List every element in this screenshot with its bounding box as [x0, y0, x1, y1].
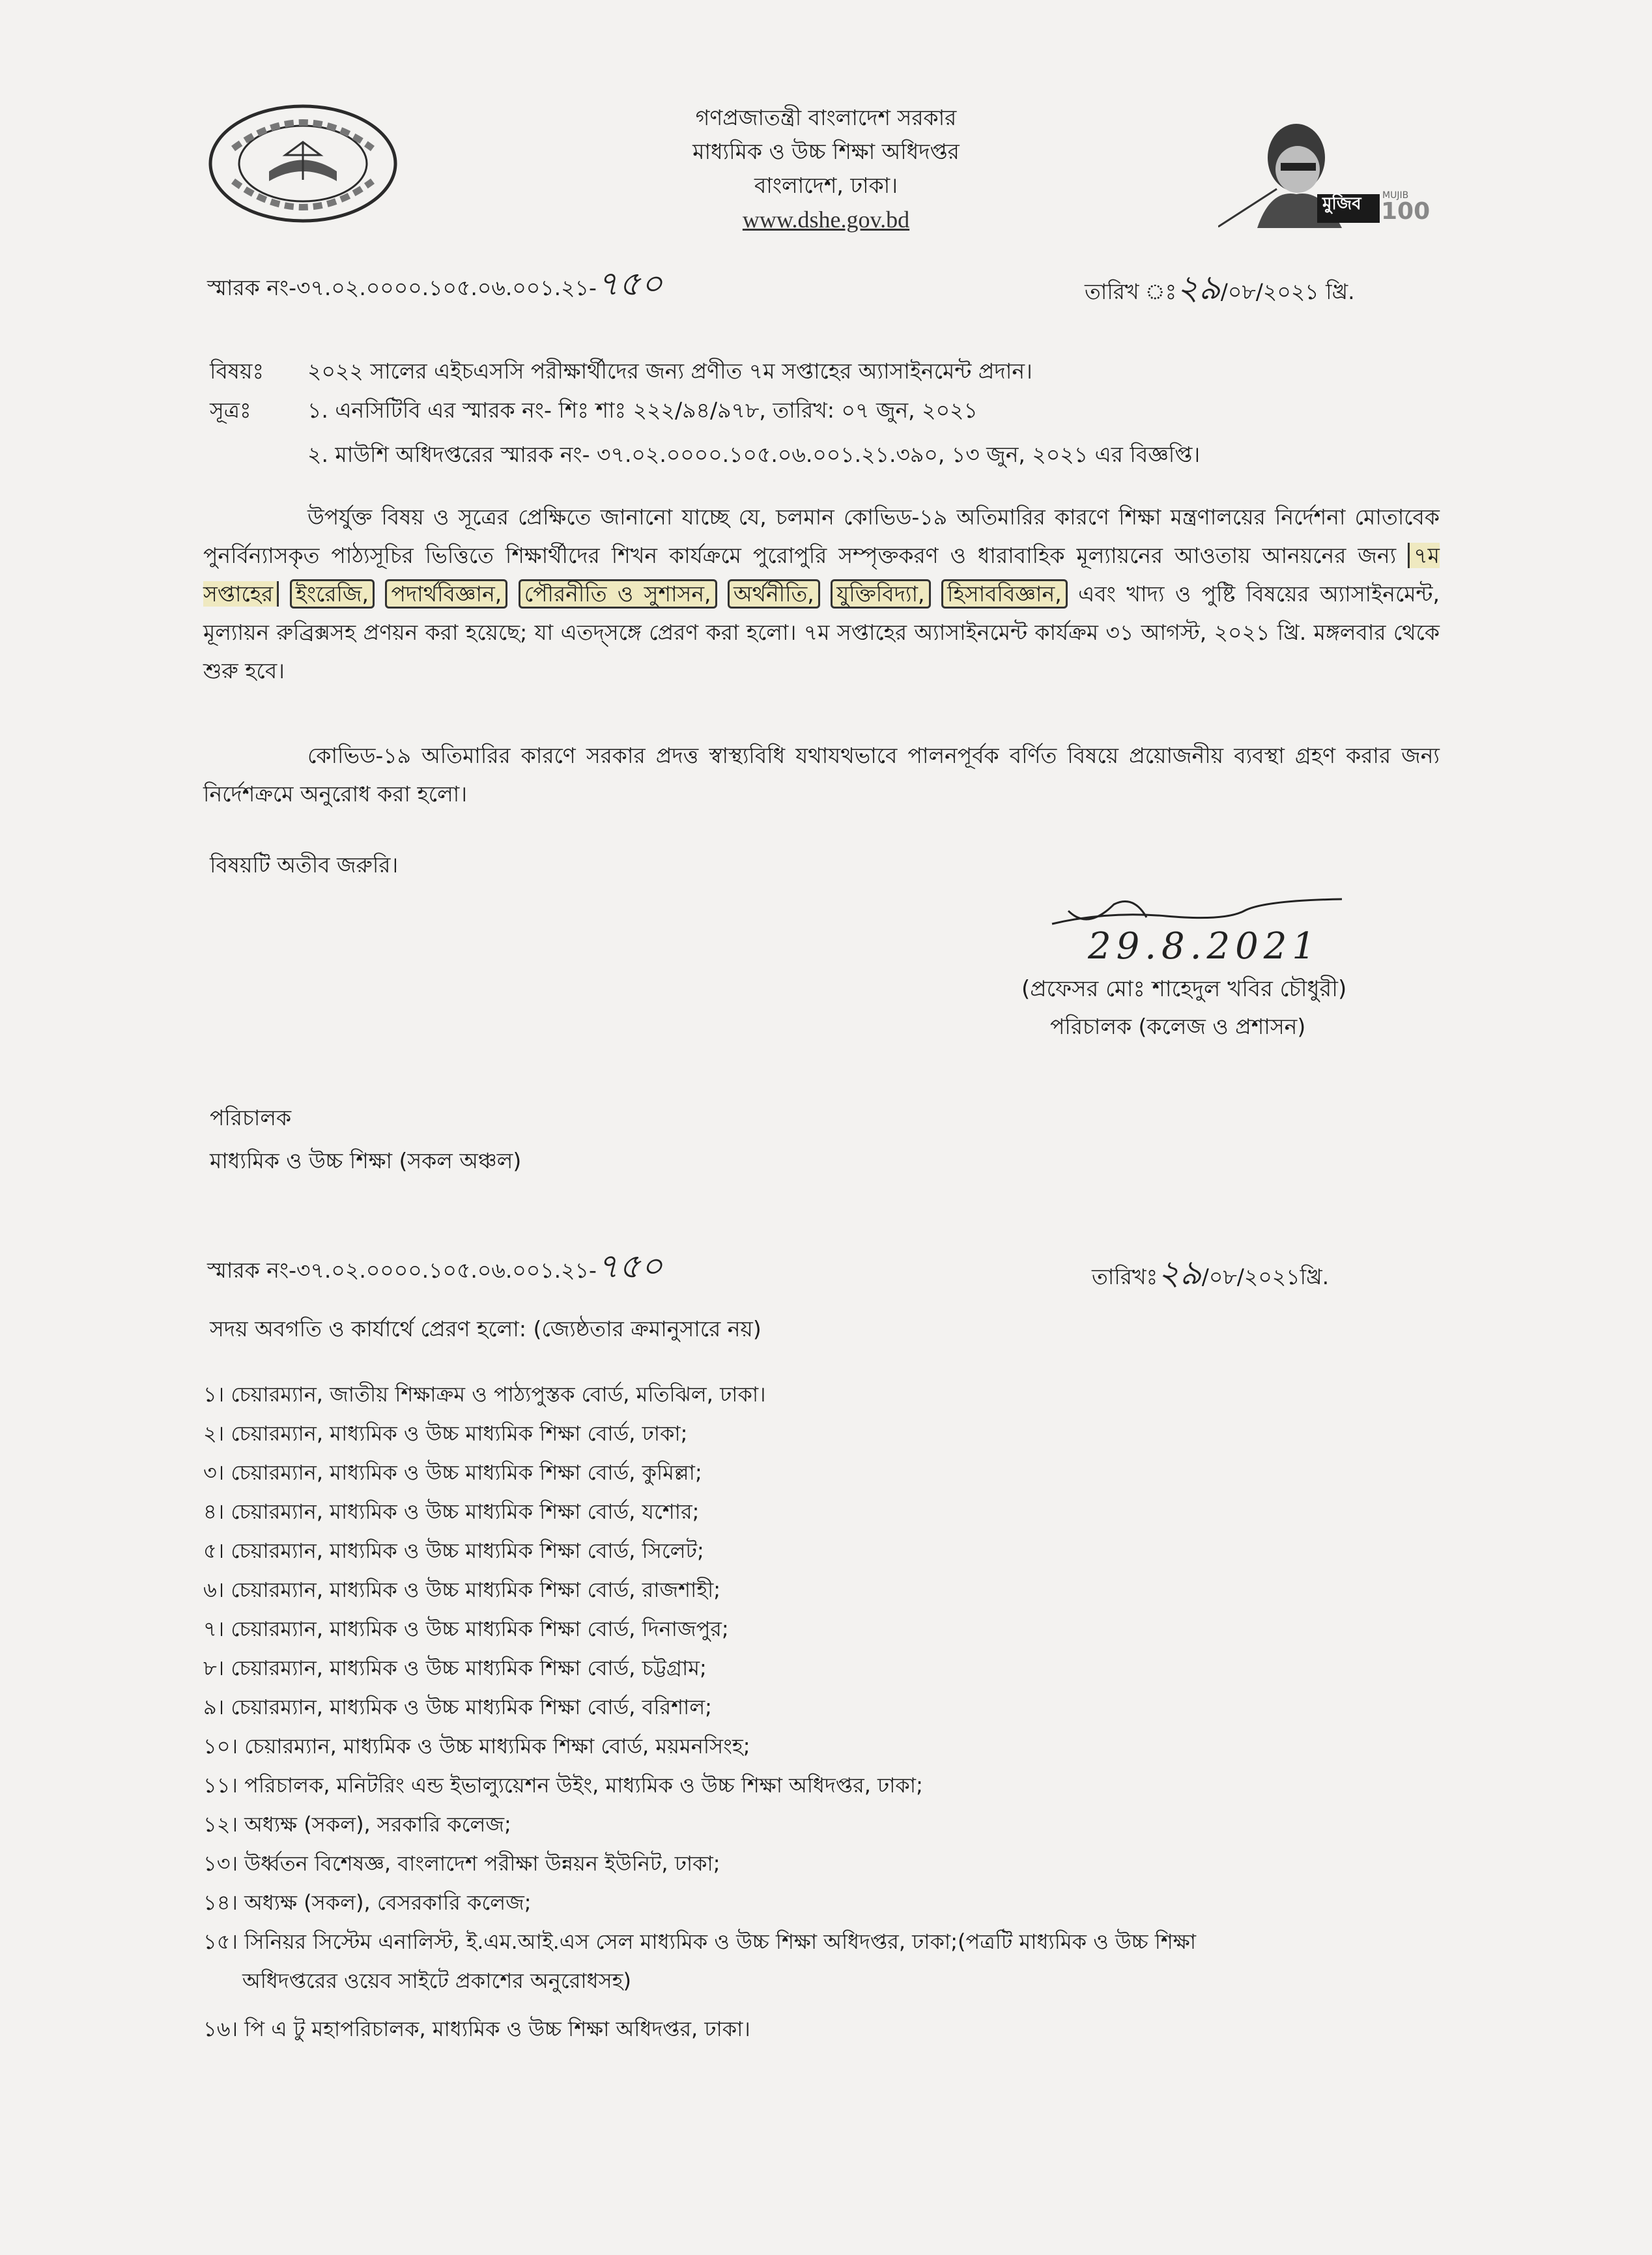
- body-p1-rest: এবং খাদ্য ও পুষ্টি বিষয়ের অ্যাসাইনমেন্ট, মূল্যায়ন রুব্রিক্সসহ প্রণয়ন করা হয়েছে; যা এতদ্সঙ্গে প্রেরণ করা হলো। ৭ম সপ্তাহের অ্যাসাইনমেন্ট কার্যক্রম ৩১ আগস্ট, ২০২১ খ্রি. মঙ্গলবার থেকে শুরু হবে।: [203, 581, 1440, 683]
- highlight-logic: যুক্তিবিদ্যা,: [831, 579, 930, 609]
- sources-label: সূত্রঃ: [210, 397, 251, 423]
- list-item: ১১। পরিচালক, মনিটরিং এন্ড ইভাল্যুয়েশন উইং, মাধ্যমিক ও উচ্চ শিক্ষা অধিদপ্তর, ঢাকা;: [203, 1773, 923, 1798]
- highlight-civics: পৌরনীতি ও সুশাসন,: [519, 579, 717, 609]
- list-item: ৭। চেয়ারম্যান, মাধ্যমিক ও উচ্চ মাধ্যমিক শিক্ষা বোর্ড, দিনাজপুর;: [203, 1616, 729, 1641]
- copy-heading: সদয় অবগতি ও কার্যার্থে প্রেরণ হলো: (জ্যেষ্ঠতার ক্রমানুসারে নয়): [210, 1316, 762, 1342]
- subject-text: ২০২২ সালের এইচএসসি পরীক্ষার্থীদের জন্য প্রণীত ৭ম সপ্তাহের অ্যাসাইনমেন্ট প্রদান।: [307, 358, 1032, 384]
- memo-date: [1085, 268, 1355, 308]
- list-item: ৪। চেয়ারম্যান, মাধ্যমিক ও উচ্চ মাধ্যমিক শিক্ষা বোর্ড, যশোর;: [203, 1499, 700, 1524]
- list-item: ৯। চেয়ারম্যান, মাধ্যমিক ও উচ্চ মাধ্যমিক শিক্ষা বোর্ড, বরিশাল;: [203, 1695, 712, 1719]
- mujib-badge: মুজিব: [1322, 194, 1361, 214]
- memo-date-handwritten: ২৯: [1176, 268, 1221, 308]
- recipient-office: মাধ্যমিক ও উচ্চ শিক্ষা (সকল অঞ্চল): [210, 1148, 522, 1173]
- body-p1-intro: উপর্যুক্ত বিষয় ও সূত্রের প্রেক্ষিতে জানানো যাচ্ছে যে, চলমান কোভিড-১৯ অতিমারির কারণে শিক্ষা মন্ত্রণালয়ের নির্দেশনা মোতাবেক পুনর্বিন্যাসকৃত পাঠ্যসূচির ভিত্তিতে শিক্ষার্থীদের শিখন কার্যক্রমে পুরোপুরি সম্পৃক্তকরণ ও ধারাবাহিক মূল্যায়নের আওতায় আনয়নের জন্য: [203, 504, 1440, 568]
- highlight-week: ৭ম সপ্তাহের: [203, 543, 1440, 607]
- list-item: ৮। চেয়ারম্যান, মাধ্যমিক ও উচ্চ মাধ্যমিক শিক্ষা বোর্ড, চট্টগ্রাম;: [203, 1656, 707, 1680]
- memo2-ref-number: স্মারক নং-৩৭.০২.০০০০.১০৫.০৬.০০১.২১-: [207, 1257, 597, 1283]
- memo2-reference: [207, 1247, 663, 1286]
- list-item: ২। চেয়ারম্যান, মাধ্যমিক ও উচ্চ মাধ্যমিক শিক্ষা বোর্ড, ঢাকা;: [203, 1421, 688, 1446]
- mujib-100-logo: [1218, 117, 1433, 228]
- subject-label: বিষয়ঃ: [210, 358, 264, 384]
- highlight-english: ইংরেজি,: [290, 579, 375, 609]
- memo-date-label: তারিখ ঃ: [1085, 279, 1177, 304]
- list-item: ১৫। সিনিয়র সিস্টেম এনালিস্ট, ই.এম.আই.এস সেল মাধ্যমিক ও উচ্চ শিক্ষা অধিদপ্তর, ঢাকা;(পত্রটি মাধ্যমিক ও উচ্চ শিক্ষা: [203, 1929, 1197, 1954]
- list-item: ১। চেয়ারম্যান, জাতীয় শিক্ষাক্রম ও পাঠ্যপুস্তক বোর্ড, মতিঝিল, ঢাকা।: [203, 1382, 766, 1407]
- memo2-date: [1092, 1254, 1330, 1293]
- body-paragraph-2: কোভিড-১৯ অতিমারির কারণে সরকার প্রদত্ত স্বাস্থ্যবিধি যথাযথভাবে পালনপূর্বক বর্ণিত বিষয়ে প্রয়োজনীয় ব্যবস্থা গ্রহণ করার জন্য নির্দেশক্রমে অনুরোধ করা হলো।: [203, 743, 1440, 807]
- signature-date-handwritten: 29.8.2021: [1088, 925, 1321, 968]
- list-item: ১০। চেয়ারম্যান, মাধ্যমিক ও উচ্চ মাধ্যমিক শিক্ষা বোর্ড, ময়মনসিংহ;: [203, 1734, 750, 1759]
- source-item-2: ২. মাউশি অধিদপ্তরের স্মারক নং- ৩৭.০২.০০০০.১০৫.০৬.০০১.২১.৩৯০, ১৩ জুন, ২০২১ এর বিজ্ঞপ্তি।: [307, 442, 1201, 467]
- memo2-date-suffix: /০৮/২০২১খ্রি.: [1201, 1264, 1330, 1289]
- signatory-designation: পরিচালক (কলেজ ও প্রশাসন): [1050, 1014, 1306, 1039]
- header-location: বাংলাদেশ, ঢাকা।: [754, 173, 898, 198]
- body-paragraph-1: [203, 498, 1440, 690]
- header-directorate: মাধ্যমিক ও উচ্চ শিক্ষা অধিদপ্তর: [692, 139, 960, 164]
- memo2-date-label: তারিখঃ: [1092, 1264, 1158, 1289]
- list-item-continuation: অধিদপ্তরের ওয়েব সাইটে প্রকাশের অনুরোধসহ): [242, 1968, 631, 1993]
- memo-ref-number: স্মারক নং-৩৭.০২.০০০০.১০৫.০৬.০০১.২১-: [207, 275, 597, 300]
- mujib-number: 100: [1381, 198, 1431, 225]
- memo-ref-handwritten: ৭৫০: [596, 265, 663, 304]
- highlight-economics: অর্থনীতি,: [728, 579, 820, 609]
- highlight-physics: পদার্থবিজ্ঞান,: [385, 579, 507, 609]
- list-item: ৩। চেয়ারম্যান, মাধ্যমিক ও উচ্চ মাধ্যমিক শিক্ষা বোর্ড, কুমিল্লা;: [203, 1460, 702, 1485]
- memo-reference: [207, 265, 663, 304]
- header-government: গণপ্রজাতন্ত্রী বাংলাদেশ সরকার: [695, 105, 957, 130]
- mujib-small: MUJIB: [1382, 190, 1409, 201]
- list-item: ৬। চেয়ারম্যান, মাধ্যমিক ও উচ্চ মাধ্যমিক শিক্ষা বোর্ড, রাজশাহী;: [203, 1577, 721, 1602]
- memo-date-suffix: /০৮/২০২১ খ্রি.: [1220, 279, 1355, 304]
- list-item: ৫। চেয়ারম্যান, মাধ্যমিক ও উচ্চ মাধ্যমিক শিক্ষা বোর্ড, সিলেট;: [203, 1538, 704, 1563]
- list-item: ১৪। অধ্যক্ষ (সকল), বেসরকারি কলেজ;: [203, 1890, 532, 1915]
- memo2-ref-handwritten: ৭৫০: [596, 1247, 663, 1286]
- urgent-note: বিষয়টি অতীব জরুরি।: [210, 852, 399, 878]
- list-item: ১২। অধ্যক্ষ (সকল), সরকারি কলেজ;: [203, 1812, 511, 1837]
- highlight-accounting: হিসাববিজ্ঞান,: [941, 579, 1068, 609]
- memo2-date-handwritten: ২৯: [1158, 1254, 1202, 1293]
- list-item: ১৬। পি এ টু মহাপরিচালক, মাধ্যমিক ও উচ্চ শিক্ষা অধিদপ্তর, ঢাকা।: [203, 2017, 750, 2041]
- website-link[interactable]: www.dshe.gov.bd: [742, 207, 910, 233]
- list-item: ১৩। উর্ধ্বতন বিশেষজ্ঞ, বাংলাদেশ পরীক্ষা উন্নয়ন ইউনিট, ঢাকা;: [203, 1851, 720, 1876]
- signatory-name: (প্রফেসর মোঃ শাহেদুল খবির চৌধুরী): [1021, 976, 1347, 1002]
- source-item-1: ১. এনসিটিবি এর স্মারক নং- শিঃ শাঃ ২২২/৯৪/৯৭৮, তারিখ: ০৭ জুন, ২০২১: [307, 397, 978, 423]
- recipient-title: পরিচালক: [210, 1105, 292, 1130]
